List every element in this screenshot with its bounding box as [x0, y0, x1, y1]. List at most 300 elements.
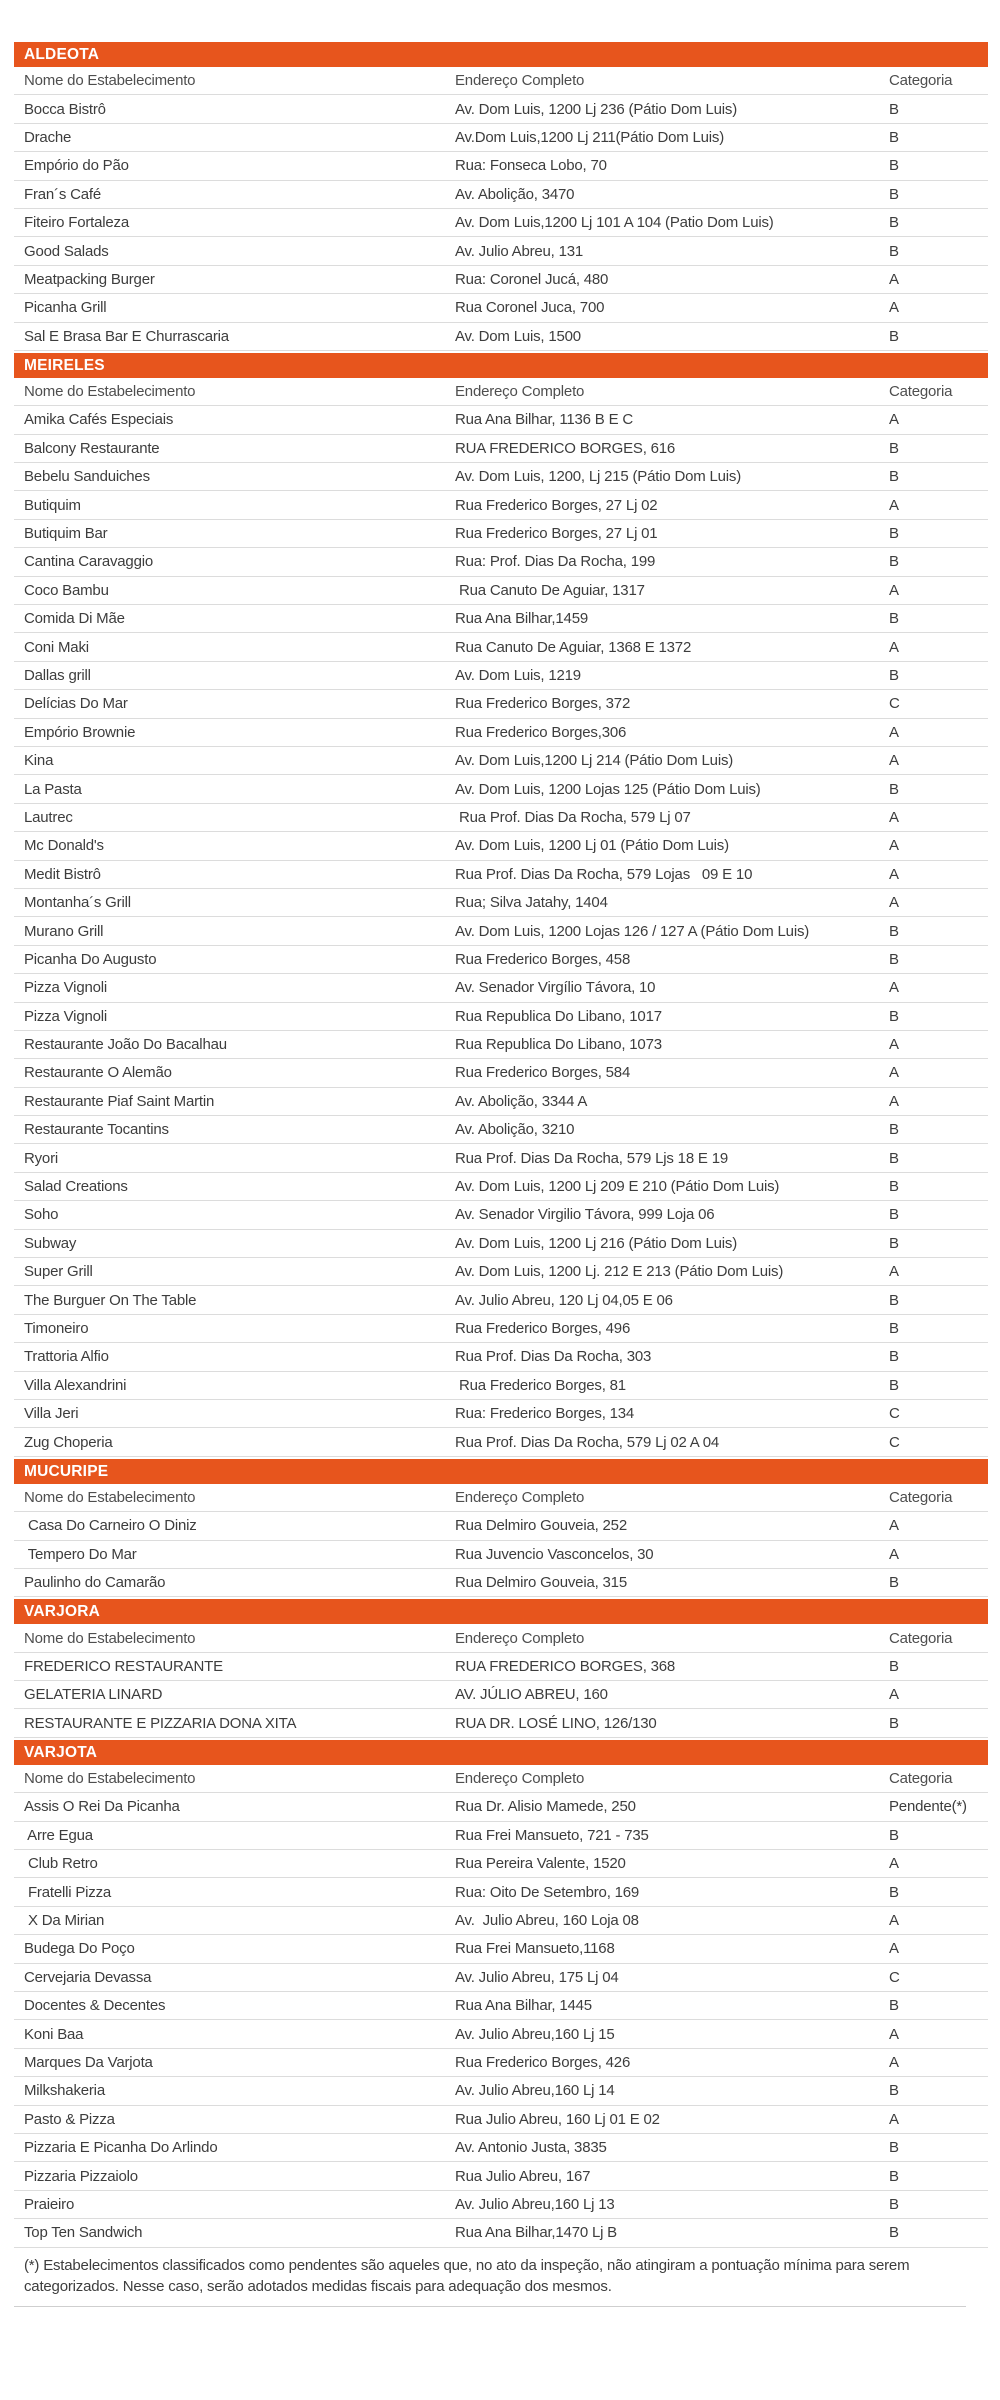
address: Rua Republica Do Libano, 1073	[455, 1036, 662, 1054]
establishment-row	[14, 237, 988, 265]
establishment-name: Tempero Do Mar	[24, 1545, 137, 1563]
establishment-name: Good Salads	[24, 242, 109, 260]
address: Rua Frederico Borges, 426	[455, 2053, 631, 2071]
address: Rua Ana Bilhar, 1445	[455, 1997, 592, 2015]
establishment-name: Pizzaria E Picanha Do Arlindo	[24, 2139, 218, 2157]
establishment-name: Delícias Do Mar	[24, 695, 128, 713]
category: B	[889, 1121, 899, 1139]
establishment-name: Bebelu Sanduiches	[24, 468, 150, 486]
establishment-row	[14, 605, 988, 633]
establishment-name: Empório Brownie	[24, 723, 136, 741]
establishment-row	[14, 1964, 988, 1992]
establishment-row	[14, 1031, 988, 1059]
establishment-row	[14, 1907, 988, 1935]
address: Av. Julio Abreu,160 Lj 13	[455, 2195, 615, 2213]
category: A	[889, 270, 899, 288]
establishment-name: Restaurante Tocantins	[24, 1121, 169, 1139]
address: Av. Senador Virgilio Távora, 999 Loja 06	[455, 1206, 715, 1224]
establishment-name: Fiteiro Fortaleza	[24, 214, 129, 232]
category: A	[889, 1940, 899, 1958]
neighborhood-section	[14, 1599, 988, 1738]
category: B	[889, 1007, 899, 1025]
section-title-band: ALDEOTA	[14, 42, 988, 67]
address: Rua Canuto De Aguiar, 1317	[455, 581, 645, 599]
establishment-name: Coni Maki	[24, 638, 89, 656]
establishment-row	[14, 889, 988, 917]
establishment-row	[14, 633, 988, 661]
establishment-name: Drache	[24, 128, 72, 146]
establishment-row	[14, 1541, 988, 1569]
establishment-name: Super Grill	[24, 1263, 93, 1281]
address: Rua: Prof. Dias Da Rocha, 199	[455, 553, 656, 571]
section-title-band: MEIRELES	[14, 353, 988, 378]
address: Rua Frei Mansueto, 721 - 735	[455, 1826, 649, 1844]
establishment-row	[14, 861, 988, 889]
category: B	[889, 1657, 899, 1675]
address: RUA DR. LOSÉ LINO, 126/130	[455, 1714, 657, 1732]
establishment-name: Empório do Pão	[24, 157, 129, 175]
establishment-inspection-table	[14, 40, 988, 2307]
address: RUA FREDERICO BORGES, 368	[455, 1657, 676, 1675]
category: A	[889, 752, 899, 770]
establishment-row	[14, 917, 988, 945]
establishment-row	[14, 747, 988, 775]
section-title-band: MUCURIPE	[14, 1459, 988, 1484]
category: C	[889, 695, 900, 713]
establishment-name: RESTAURANTE E PIZZARIA DONA XITA	[24, 1714, 297, 1732]
establishment-name: Subway	[24, 1234, 77, 1252]
address: Av. Senador Virgílio Távora, 10	[455, 979, 656, 997]
establishment-name: Marques Da Varjota	[24, 2053, 153, 2071]
category: A	[889, 2110, 899, 2128]
address: Av. Dom Luis, 1500	[455, 327, 581, 345]
address: Av. Dom Luis, 1200 Lj 236 (Pátio Dom Luis)	[455, 100, 738, 118]
establishment-name: Medit Bistrô	[24, 865, 101, 883]
establishment-name: Assis O Rei Da Picanha	[24, 1798, 180, 1816]
category: B	[889, 1291, 899, 1309]
establishment-name: Salad Creations	[24, 1178, 128, 1196]
address: Rua Ana Bilhar,1459	[455, 610, 588, 628]
establishment-row	[14, 2134, 988, 2162]
establishment-name: Trattoria Alfio	[24, 1348, 109, 1366]
establishment-row	[14, 1173, 988, 1201]
address: Rua: Frederico Borges, 134	[455, 1405, 635, 1423]
column-header-row	[14, 1765, 988, 1793]
address: Rua Delmiro Gouveia, 315	[455, 1574, 627, 1592]
establishment-row	[14, 1315, 988, 1343]
establishment-name: Docentes & Decentes	[24, 1997, 166, 2015]
category: A	[889, 2025, 899, 2043]
category: B	[889, 1319, 899, 1337]
establishment-row	[14, 1088, 988, 1116]
establishment-row	[14, 1992, 988, 2020]
category: A	[889, 1517, 899, 1535]
column-header-address: Endereço Completo	[455, 1770, 585, 1788]
neighborhood-section	[14, 353, 988, 1457]
establishment-name: Villa Jeri	[24, 1405, 79, 1423]
establishment-row	[14, 690, 988, 718]
establishment-row	[14, 181, 988, 209]
establishment-name: Lautrec	[24, 808, 73, 826]
establishment-name: Pizzaria Pizzaiolo	[24, 2167, 138, 2185]
category: A	[889, 1686, 899, 1704]
establishment-name: Fratelli Pizza	[24, 1883, 112, 1901]
establishment-name: Paulinho do Camarão	[24, 1574, 166, 1592]
category: A	[889, 723, 899, 741]
category: B	[889, 1826, 899, 1844]
address: Rua Ana Bilhar, 1136 B E C	[455, 411, 633, 429]
category: A	[889, 2053, 899, 2071]
establishment-row	[14, 1343, 988, 1371]
establishment-name: Soho	[24, 1206, 59, 1224]
address: Av. Dom Luis, 1200 Lj 216 (Pátio Dom Luis)	[455, 1234, 738, 1252]
category: B	[889, 327, 899, 345]
category: B	[889, 553, 899, 571]
establishment-row	[14, 520, 988, 548]
establishment-name: The Burguer On The Table	[24, 1291, 197, 1309]
address: Rua Prof. Dias Da Rocha, 579 Lj 07	[455, 808, 691, 826]
column-header-address: Endereço Completo	[455, 1488, 585, 1506]
category: B	[889, 1714, 899, 1732]
establishment-name: Pasto & Pizza	[24, 2110, 115, 2128]
category: A	[889, 1092, 899, 1110]
establishment-row	[14, 2162, 988, 2190]
establishment-row	[14, 1850, 988, 1878]
category: B	[889, 2195, 899, 2213]
establishment-row	[14, 832, 988, 860]
establishment-name: Pizza Vignoli	[24, 979, 108, 997]
establishment-name: Budega Do Poço	[24, 1940, 135, 1958]
column-header-establishment-name: Nome do Estabelecimento	[24, 383, 196, 401]
category: A	[889, 411, 899, 429]
category: B	[889, 2167, 899, 2185]
category: C	[889, 1405, 900, 1423]
address: Av. Julio Abreu, 175 Lj 04	[455, 1968, 619, 1986]
establishment-name: Mc Donald's	[24, 837, 104, 855]
category: B	[889, 780, 899, 798]
category: B	[889, 1574, 899, 1592]
category: B	[889, 100, 899, 118]
establishment-name: Top Ten Sandwich	[24, 2224, 143, 2242]
address: Rua Dr. Alisio Mamede, 250	[455, 1798, 636, 1816]
address: Rua Frederico Borges, 584	[455, 1064, 631, 1082]
establishment-row	[14, 662, 988, 690]
address: Rua Prof. Dias Da Rocha, 579 Lj 02 A 04	[455, 1433, 720, 1451]
column-header-establishment-name: Nome do Estabelecimento	[24, 1770, 196, 1788]
establishment-row	[14, 2020, 988, 2048]
neighborhood-section	[14, 42, 988, 351]
column-header-address: Endereço Completo	[455, 72, 585, 90]
address: Rua Pereira Valente, 1520	[455, 1855, 626, 1873]
category: A	[889, 808, 899, 826]
establishment-row	[14, 1372, 988, 1400]
address: Rua Frederico Borges, 27 Lj 01	[455, 525, 658, 543]
establishment-row	[14, 95, 988, 123]
category: B	[889, 1149, 899, 1167]
establishment-name: Murano Grill	[24, 922, 104, 940]
category: B	[889, 1348, 899, 1366]
column-header-category: Categoria	[889, 1770, 953, 1788]
category: A	[889, 837, 899, 855]
establishment-row	[14, 1709, 988, 1737]
establishment-row	[14, 2049, 988, 2077]
establishment-name: Cantina Caravaggio	[24, 553, 153, 571]
address: Rua: Oito De Setembro, 169	[455, 1883, 640, 1901]
establishment-name: Zug Choperia	[24, 1433, 113, 1451]
address: Rua Julio Abreu, 160 Lj 01 E 02	[455, 2110, 660, 2128]
establishment-row	[14, 946, 988, 974]
category: A	[889, 638, 899, 656]
column-header-row	[14, 378, 988, 406]
establishment-row	[14, 2219, 988, 2247]
column-header-row	[14, 67, 988, 95]
category: B	[889, 128, 899, 146]
establishment-name: Sal E Brasa Bar E Churrascaria	[24, 327, 229, 345]
category: Pendente(*)	[889, 1798, 967, 1816]
address: Rua Coronel Juca, 700	[455, 299, 605, 317]
establishment-row	[14, 491, 988, 519]
category: A	[889, 1263, 899, 1281]
establishment-row	[14, 266, 988, 294]
category: B	[889, 468, 899, 486]
address: Av. Julio Abreu,160 Lj 15	[455, 2025, 615, 2043]
establishment-name: GELATERIA LINARD	[24, 1686, 163, 1704]
establishment-row	[14, 1512, 988, 1540]
address: Rua Republica Do Libano, 1017	[455, 1007, 662, 1025]
establishment-name: Milkshakeria	[24, 2082, 105, 2100]
establishment-row	[14, 548, 988, 576]
category: A	[889, 299, 899, 317]
category: B	[889, 2139, 899, 2157]
category: C	[889, 1433, 900, 1451]
establishment-row	[14, 435, 988, 463]
establishment-name: Meatpacking Burger	[24, 270, 155, 288]
establishment-name: Kina	[24, 752, 54, 770]
column-header-row	[14, 1484, 988, 1512]
address: Av. Abolição, 3344 A	[455, 1092, 588, 1110]
establishment-name: Butiquim Bar	[24, 525, 108, 543]
establishment-name: Comida Di Mãe	[24, 610, 125, 628]
category: B	[889, 439, 899, 457]
category: B	[889, 922, 899, 940]
column-header-establishment-name: Nome do Estabelecimento	[24, 1629, 196, 1647]
category: B	[889, 2224, 899, 2242]
address: Av. Antonio Justa, 3835	[455, 2139, 607, 2157]
establishment-name: Restaurante João Do Bacalhau	[24, 1036, 227, 1054]
category: A	[889, 496, 899, 514]
address: Av. Abolição, 3470	[455, 185, 575, 203]
category: B	[889, 1997, 899, 2015]
category: B	[889, 667, 899, 684]
establishment-row	[14, 1201, 988, 1229]
address: Rua Frederico Borges,306	[455, 723, 627, 741]
establishment-row	[14, 152, 988, 180]
establishment-name: Fran´s Café	[24, 185, 101, 203]
address: Rua Frederico Borges, 372	[455, 695, 631, 713]
category: B	[889, 1178, 899, 1196]
category: B	[889, 525, 899, 543]
column-header-establishment-name: Nome do Estabelecimento	[24, 72, 196, 90]
category: B	[889, 214, 899, 232]
establishment-name: Dallas grill	[24, 667, 91, 684]
address: Av. Dom Luis, 1200 Lojas 125 (Pátio Dom Luis)	[455, 780, 761, 798]
category: A	[889, 979, 899, 997]
establishment-row	[14, 1144, 988, 1172]
establishment-row	[14, 1400, 988, 1428]
neighborhood-section	[14, 1740, 988, 2248]
establishment-row	[14, 1653, 988, 1681]
establishment-name: Restaurante Piaf Saint Martin	[24, 1092, 215, 1110]
section-title-band: VARJORA	[14, 1599, 988, 1624]
establishment-row	[14, 1230, 988, 1258]
establishment-row	[14, 1116, 988, 1144]
establishment-row	[14, 323, 988, 351]
establishment-row	[14, 577, 988, 605]
establishment-name: Arre Egua	[24, 1826, 93, 1844]
establishment-name: FREDERICO RESTAURANTE	[24, 1657, 223, 1675]
establishment-row	[14, 209, 988, 237]
address: Rua Ana Bilhar,1470 Lj B	[455, 2224, 617, 2242]
establishment-name: Timoneiro	[24, 1319, 89, 1337]
address: Rua Julio Abreu, 167	[455, 2167, 591, 2185]
establishment-row	[14, 1935, 988, 1963]
column-header-address: Endereço Completo	[455, 1629, 585, 1647]
category: B	[889, 242, 899, 260]
establishment-row	[14, 804, 988, 832]
establishment-row	[14, 294, 988, 322]
establishment-name: Villa Alexandrini	[24, 1376, 127, 1394]
address: Rua Prof. Dias Da Rocha, 579 Ljs 18 E 19	[455, 1149, 728, 1167]
establishment-name: Butiquim	[24, 496, 81, 514]
establishment-row	[14, 406, 988, 434]
establishment-row	[14, 1059, 988, 1087]
column-header-category: Categoria	[889, 383, 953, 401]
address: AV. JÚLIO ABREU, 160	[455, 1686, 608, 1704]
address: Rua Frederico Borges, 496	[455, 1319, 631, 1337]
address: Rua; Silva Jatahy, 1404	[455, 894, 608, 912]
establishment-row	[14, 1793, 988, 1821]
establishment-name: Casa Do Carneiro O Diniz	[24, 1517, 197, 1535]
category: A	[889, 1064, 899, 1082]
address: Av. Dom Luis, 1219	[455, 667, 581, 684]
establishment-name: Balcony Restaurante	[24, 439, 160, 457]
establishment-name: Pizza Vignoli	[24, 1007, 108, 1025]
category: A	[889, 1545, 899, 1563]
column-header-address: Endereço Completo	[455, 383, 585, 401]
address: Av. Dom Luis,1200 Lj 214 (Pátio Dom Luis)	[455, 752, 734, 770]
establishment-name: Cervejaria Devassa	[24, 1968, 152, 1986]
address: Rua Delmiro Gouveia, 252	[455, 1517, 627, 1535]
category: B	[889, 1234, 899, 1252]
address: Av. Julio Abreu,160 Lj 14	[455, 2082, 615, 2100]
establishment-name: X Da Mirian	[24, 1912, 105, 1930]
category: B	[889, 157, 899, 175]
establishment-name: Ryori	[24, 1149, 59, 1167]
column-header-category: Categoria	[889, 1629, 953, 1647]
column-header-establishment-name: Nome do Estabelecimento	[24, 1488, 196, 1506]
establishment-row	[14, 2191, 988, 2219]
establishment-row	[14, 1569, 988, 1597]
neighborhood-section	[14, 1459, 988, 1598]
category: B	[889, 950, 899, 968]
address: RUA FREDERICO BORGES, 616	[455, 439, 676, 457]
column-header-category: Categoria	[889, 72, 953, 90]
section-title-band: VARJOTA	[14, 1740, 988, 1765]
address: Av. Julio Abreu, 120 Lj 04,05 E 06	[455, 1291, 673, 1309]
establishment-name: Montanha´s Grill	[24, 894, 131, 912]
category: A	[889, 865, 899, 883]
address: Rua Frederico Borges, 27 Lj 02	[455, 496, 658, 514]
category: A	[889, 1036, 899, 1054]
category: C	[889, 1968, 900, 1986]
address: Rua: Coronel Jucá, 480	[455, 270, 609, 288]
address: Av. Dom Luis, 1200, Lj 215 (Pátio Dom Luis)	[455, 468, 741, 486]
address: Av. Dom Luis,1200 Lj 101 A 104 (Patio Dom Luis)	[455, 214, 774, 232]
address: Rua Frederico Borges, 458	[455, 950, 631, 968]
category: A	[889, 894, 899, 912]
category: B	[889, 1206, 899, 1224]
category: B	[889, 185, 899, 203]
address: Rua: Fonseca Lobo, 70	[455, 157, 607, 175]
category: B	[889, 610, 899, 628]
category: A	[889, 581, 899, 599]
establishment-row	[14, 974, 988, 1002]
establishment-name: Amika Cafés Especiais	[24, 411, 174, 429]
sections-container	[14, 42, 988, 2248]
establishment-name: Restaurante O Alemão	[24, 1064, 172, 1082]
address: Rua Frei Mansueto,1168	[455, 1940, 615, 1958]
column-header-row	[14, 1624, 988, 1652]
establishment-name: Club Retro	[24, 1855, 98, 1873]
establishment-name: Praieiro	[24, 2195, 75, 2213]
address: Av. Dom Luis, 1200 Lj 01 (Pátio Dom Luis)	[455, 837, 729, 855]
establishment-row	[14, 1822, 988, 1850]
address: Rua Prof. Dias Da Rocha, 579 Lojas 09 E 10	[455, 865, 753, 883]
column-header-category: Categoria	[889, 1488, 953, 1506]
establishment-name: La Pasta	[24, 780, 82, 798]
establishment-name: Koni Baa	[24, 2025, 84, 2043]
establishment-row	[14, 1681, 988, 1709]
address: Rua Frederico Borges, 81	[455, 1376, 626, 1394]
category: A	[889, 1855, 899, 1873]
address: Rua Prof. Dias Da Rocha, 303	[455, 1348, 652, 1366]
category: B	[889, 1376, 899, 1394]
establishment-row	[14, 1003, 988, 1031]
address: Av. Dom Luis, 1200 Lj 209 E 210 (Pátio Dom Luis)	[455, 1178, 780, 1196]
category: B	[889, 1883, 899, 1901]
address: Av. Julio Abreu, 131	[455, 242, 584, 260]
category: B	[889, 2082, 899, 2100]
establishment-row	[14, 719, 988, 747]
establishment-name: Bocca Bistrô	[24, 100, 106, 118]
address: Av. Dom Luis, 1200 Lojas 126 / 127 A (Pátio Dom Luis)	[455, 922, 810, 940]
address: Rua Juvencio Vasconcelos, 30	[455, 1545, 654, 1563]
address: Rua Canuto De Aguiar, 1368 E 1372	[455, 638, 692, 656]
establishment-row	[14, 1428, 988, 1456]
establishment-row	[14, 2077, 988, 2105]
establishment-row	[14, 1258, 988, 1286]
establishment-row	[14, 1878, 988, 1906]
establishment-row	[14, 463, 988, 491]
address: Av.Dom Luis,1200 Lj 211(Pátio Dom Luis)	[455, 128, 725, 146]
establishment-name: Picanha Grill	[24, 299, 107, 317]
category: A	[889, 1912, 899, 1930]
address: Av. Julio Abreu, 160 Loja 08	[455, 1912, 639, 1930]
address: Av. Abolição, 3210	[455, 1121, 575, 1139]
establishment-row	[14, 775, 988, 803]
establishment-name: Picanha Do Augusto	[24, 950, 157, 968]
pendente-footnote: (*) Estabelecimentos classificados como pendentes são aqueles que, no ato da inspeção, não atingiram a pontuação mínima para serem categorizados. Nesse caso, serão adotados medidas fiscais para adequação dos mesmos.	[14, 2248, 966, 2307]
